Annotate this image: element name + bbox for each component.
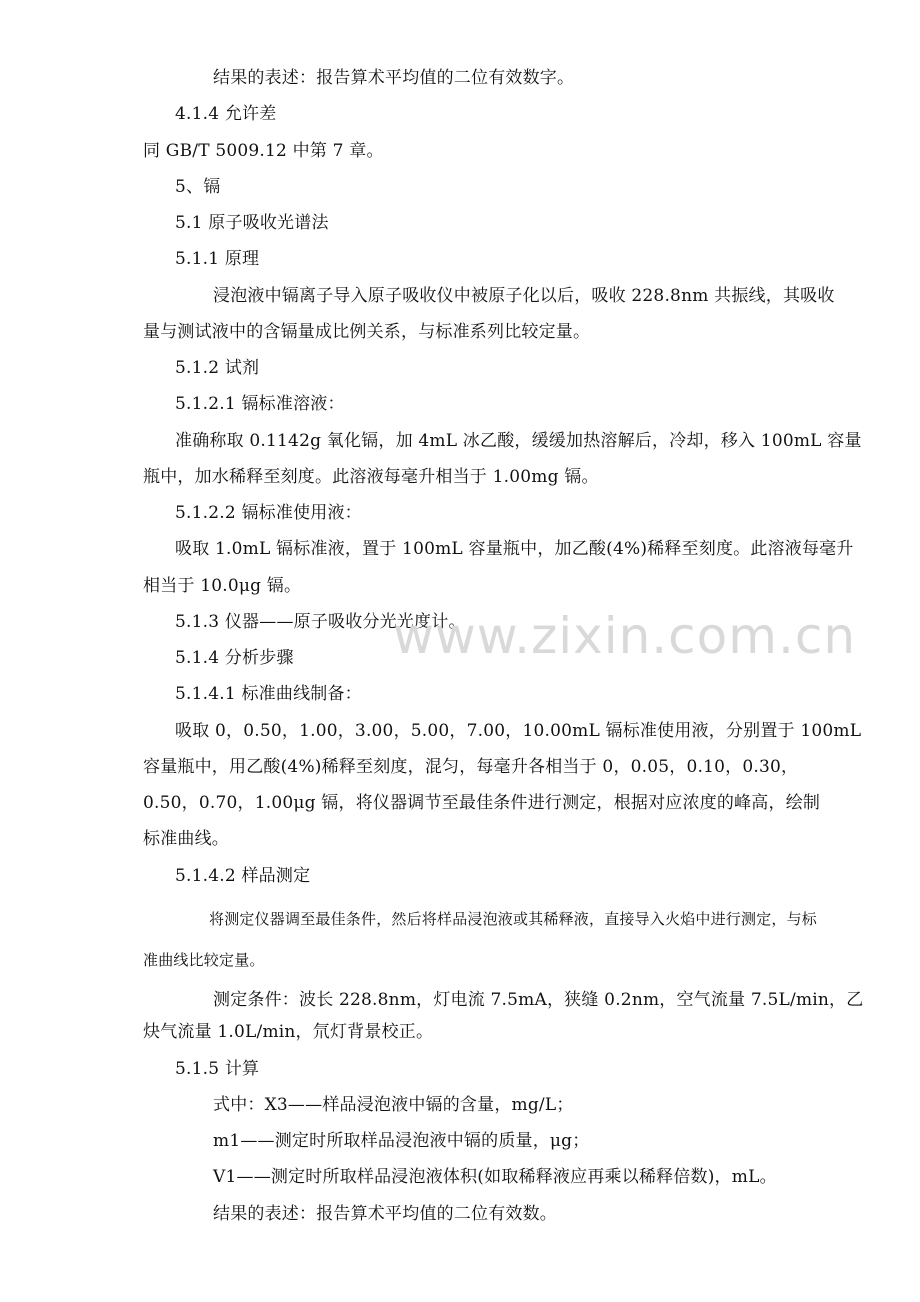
text-line: 式中：X3——样品浸泡液中镉的含量，mg/L； (213, 1095, 574, 1115)
text-line: 相当于 10.0μg 镉。 (143, 576, 302, 596)
text-line: 吸取 1.0mL 镉标准液，置于 100mL 容量瓶中，加乙酸(4%)稀释至刻度。此溶液每毫升 (175, 539, 854, 559)
text-line: 容量瓶中，用乙酸(4%)稀释至刻度，混匀，每毫升各相当于 0，0.05，0.10，0.30， (143, 757, 799, 777)
section-heading: 5.1.3 仪器——原子吸收分光光度计。 (175, 612, 466, 632)
section-heading: 5.1.4 分析步骤 (175, 648, 294, 668)
text-line: 测定条件：波长 228.8nm，灯电流 7.5mA，狭缝 0.2nm，空气流量 7.5L/min，乙 (213, 990, 864, 1010)
text-line: 标准曲线。 (143, 829, 229, 849)
text-line: 瓶中，加水稀释至刻度。此溶液每毫升相当于 1.00mg 镉。 (143, 467, 599, 487)
watermark: www.zixin.com.cn (393, 607, 857, 665)
section-heading: 5.1.4.1 标准曲线制备： (175, 684, 362, 704)
text-line: 浸泡液中镉离子导入原子吸收仪中被原子化以后，吸收 228.8nm 共振线，其吸收 (213, 286, 835, 306)
section-heading: 5.1.2.1 镉标准溶液： (175, 394, 345, 414)
text-line: 将测定仪器调至最佳条件，然后将样品浸泡液或其稀释液，直接导入火焰中进行测定，与标 (209, 910, 818, 928)
section-heading: 5、镉 (175, 177, 221, 197)
section-heading: 5.1.4.2 样品测定 (175, 866, 311, 886)
text-line: 炔气流量 1.0L/min，氘灯背景校正。 (143, 1022, 434, 1042)
text-line: V1——测定时所取样品浸泡液体积(如取稀释液应再乘以稀释倍数)，mL。 (213, 1167, 777, 1187)
text-line: 准曲线比较定量。 (143, 951, 265, 969)
text-line: 量与测试液中的含镉量成比例关系，与标准系列比较定量。 (143, 322, 591, 342)
section-heading: 5.1.2.2 镉标准使用液： (175, 503, 362, 523)
text-line: m1——测定时所取样品浸泡液中镉的质量，μg； (213, 1131, 590, 1151)
text-line: 0.50，0.70，1.00μg 镉，将仪器调节至最佳条件进行测定，根据对应浓度的峰高，绘制 (143, 793, 821, 813)
text-line: 结果的表述：报告算术平均值的二位有效数。 (213, 1204, 557, 1224)
section-heading: 5.1 原子吸收光谱法 (175, 213, 329, 233)
text-line: 准确称取 0.1142g 氧化镉，加 4mL 冰乙酸，缓缓加热溶解后，冷却，移入 100mL 容量 (175, 431, 862, 451)
text-line: 吸取 0，0.50，1.00，3.00，5.00，7.00，10.00mL 镉标准使用液，分别置于 100mL (175, 721, 862, 741)
text-line: 同 GB/T 5009.12 中第 7 章。 (143, 141, 384, 161)
section-heading: 5.1.1 原理 (175, 249, 260, 269)
section-heading: 5.1.2 试剂 (175, 358, 260, 378)
section-heading: 5.1.5 计算 (175, 1059, 260, 1079)
text-line: 结果的表述：报告算术平均值的二位有效数字。 (213, 68, 575, 88)
section-heading: 4.1.4 允许差 (175, 104, 277, 124)
